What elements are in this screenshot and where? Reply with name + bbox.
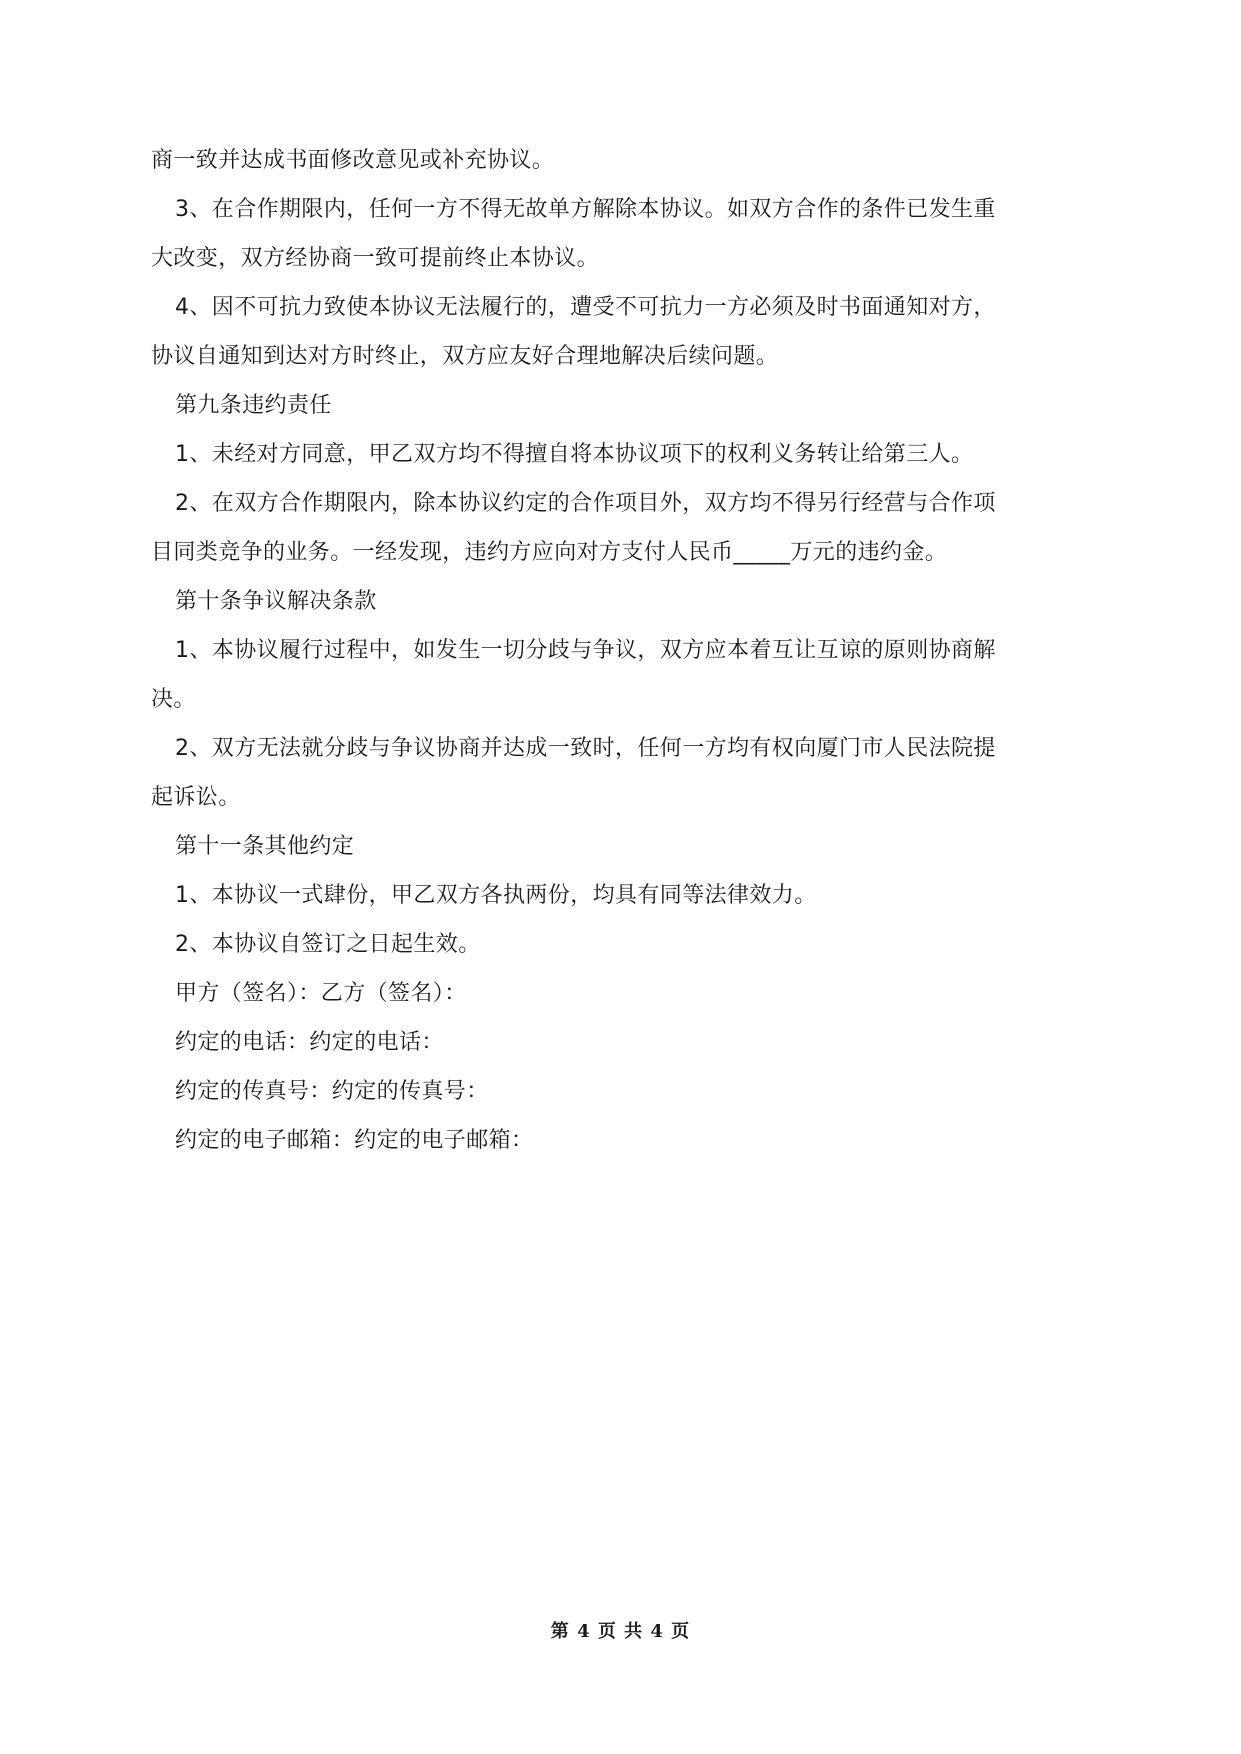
signature-line: 甲方（签名）：乙方（签名）： bbox=[175, 981, 467, 1006]
clause-line: 4、因不可抗力致使本协议无法履行的，遭受不可抗力一方必须及时书面通知对方， bbox=[175, 295, 996, 320]
body-line: 决。 bbox=[151, 687, 196, 712]
clause-line: 3、在合作期限内，任何一方不得无故单方解除本协议。如双方合作的条件已发生重 bbox=[175, 197, 996, 222]
clause-line: 2、本协议自签订之日起生效。 bbox=[175, 932, 481, 957]
section-heading: 第十一条其他约定 bbox=[175, 834, 355, 859]
clause-line: 1、未经对方同意，甲乙双方均不得擅自将本协议项下的权利义务转让给第三人。 bbox=[175, 442, 974, 467]
body-line: 大改变，双方经协商一致可提前终止本协议。 bbox=[151, 246, 600, 271]
body-line: 起诉讼。 bbox=[151, 785, 241, 810]
section-heading: 第十条争议解决条款 bbox=[175, 589, 377, 614]
page-number-footer: 第 4 页 共 4 页 bbox=[550, 1621, 691, 1642]
clause-line: 2、双方无法就分歧与争议协商并达成一致时，任何一方均有权向厦门市人民法院提 bbox=[175, 736, 996, 761]
fax-line: 约定的传真号：约定的传真号： bbox=[175, 1079, 489, 1104]
body-line: 目同类竞争的业务。一经发现，违约方应向对方支付人民币_____万元的违约金。 bbox=[151, 540, 948, 565]
clause-line: 1、本协议履行过程中，如发生一切分歧与争议，双方应本着互让互谅的原则协商解 bbox=[175, 638, 996, 663]
clause-line: 2、在双方合作期限内，除本协议约定的合作项目外，双方均不得另行经营与合作项 bbox=[175, 491, 996, 516]
document-body bbox=[151, 148, 1091, 1177]
clause-line: 1、本协议一式肆份，甲乙双方各执两份，均具有同等法律效力。 bbox=[175, 883, 817, 908]
body-line: 商一致并达成书面修改意见或补充协议。 bbox=[151, 148, 555, 173]
phone-line: 约定的电话：约定的电话： bbox=[175, 1030, 444, 1055]
email-line: 约定的电子邮箱：约定的电子邮箱： bbox=[175, 1128, 534, 1153]
body-line: 协议自通知到达对方时终止，双方应友好合理地解决后续问题。 bbox=[151, 344, 779, 369]
section-heading: 第九条违约责任 bbox=[175, 393, 332, 418]
